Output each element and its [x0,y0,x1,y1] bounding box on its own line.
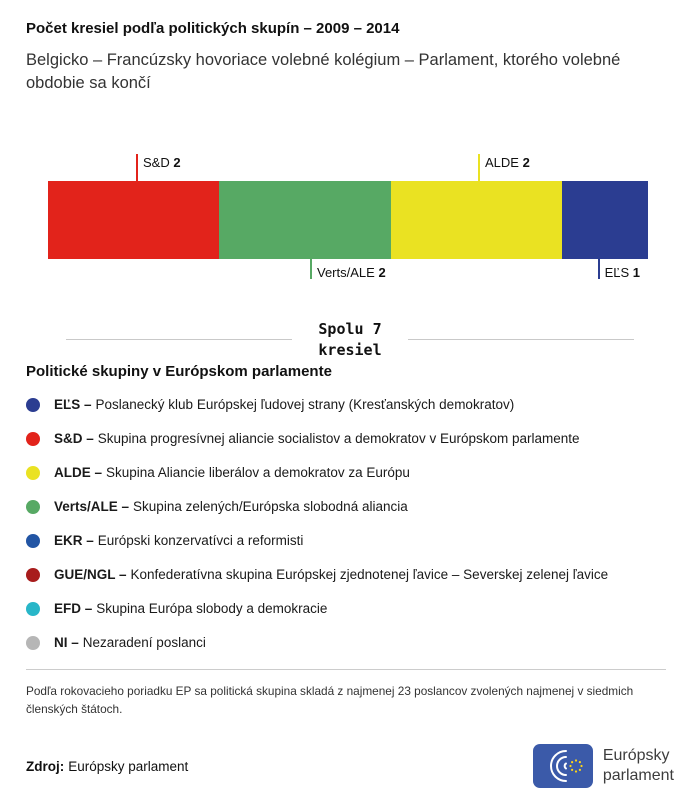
group-abbr: ALDE – [54,464,103,480]
callout-label [485,154,530,170]
total-seats-label [318,319,381,361]
source-label: Zdroj: [26,758,65,774]
legend-item-label [54,567,608,582]
segment-name: EĽS [604,264,630,280]
segment-name: Verts/ALE [317,264,375,280]
divider-line-right [408,339,634,340]
divider-line-left [66,339,292,340]
group-abbr: Verts/ALE – [54,498,130,514]
total-seats-line1: Spolu 7 [318,319,382,338]
group-color-dot [26,568,40,582]
seat-distribution-chart [48,154,648,285]
ep-logo-line1: Európsky [602,747,670,765]
bar-segment-els [562,181,648,259]
segment-value: 2 [378,264,386,280]
source-row [26,744,674,788]
legend-item-sd [26,431,674,448]
group-abbr: EFD – [54,600,93,616]
group-abbr: NI – [54,634,79,650]
legend-item-label [54,635,206,650]
total-seats-line2: kresiel [318,340,382,359]
callout-label [317,259,386,280]
source-value: Európsky parlament [68,758,189,774]
group-desc: Európski konzervatívci a reformisti [97,532,304,548]
callout-alde [478,154,530,181]
footnote: Podľa rokovacieho poriadku EP sa politická skupina skladá z najmenej 23 poslancov zvolených najmenej v siedmich členských štátoch. [26,669,666,719]
legend-item-ekr [26,533,674,550]
callout-label [605,259,640,280]
legend-item-label [54,397,514,412]
group-desc: Konfederatívna skupina Európskej zjednotenej ľavice – Severskej zelenej ľavice [130,566,609,582]
callout-tick [310,259,312,279]
legend-item-label [54,465,410,480]
legend-item-verts-ale [26,499,674,516]
callout-label [143,154,181,170]
group-desc: Skupina Európa slobody a demokracie [96,600,328,616]
group-desc: Skupina Aliancie liberálov a demokratov za Európu [106,464,410,480]
legend-item-ni [26,635,674,652]
bar-segment-sd [48,181,219,259]
group-color-dot [26,500,40,514]
political-groups-legend [26,397,674,652]
segment-value: 2 [173,154,181,170]
segment-name: ALDE [485,154,519,170]
callout-els [598,259,640,285]
group-abbr: EĽS – [54,396,92,412]
ep-hemicycle-icon [533,744,593,788]
group-color-dot [26,466,40,480]
bar-segment-alde [391,181,562,259]
group-desc: Skupina progresívnej aliancie socialistov a demokratov v Európskom parlamente [97,430,580,446]
legend-item-alde [26,465,674,482]
legend-item-els [26,397,674,414]
segment-value: 1 [632,264,640,280]
group-desc: Skupina zelených/Európska slobodná aliancia [133,498,408,514]
ep-logo-text [603,746,674,786]
legend-item-label [54,533,303,548]
legend-item-label [54,431,580,446]
callout-verts-ale [310,259,386,285]
legend-item-label [54,601,327,616]
legend-item-gue-ngl [26,567,674,584]
total-seats-row [66,319,634,361]
group-abbr: S&D – [54,430,94,446]
segment-value: 2 [522,154,530,170]
group-color-dot [26,602,40,616]
segment-name: S&D [143,154,170,170]
bar-segment-verts-ale [219,181,390,259]
ep-logo-line2: parlament [602,767,674,785]
group-abbr: EKR – [54,532,94,548]
group-color-dot [26,432,40,446]
group-color-dot [26,534,40,548]
legend-item-label [54,499,408,514]
callout-sd [136,154,181,181]
page-title: Počet kresiel podľa politických skupín – 2009 – 2014 [26,20,400,37]
group-desc: Nezaradení poslanci [82,634,206,650]
callout-tick [136,154,138,181]
stacked-seat-bar [48,181,648,259]
legend-item-efd [26,601,674,618]
legend-heading: Politické skupiny v Európskom parlamente [26,362,332,380]
source-text [26,759,188,774]
group-color-dot [26,398,40,412]
group-color-dot [26,636,40,650]
european-parliament-logo [533,744,674,788]
group-abbr: GUE/NGL – [54,566,127,582]
page-subtitle: Belgicko – Francúzsky hovoriace volebné kolégium – Parlament, ktorého volebné obdobie sa končí [26,51,621,93]
group-desc: Poslanecký klub Európskej ľudovej strany (Kresťanských demokratov) [95,396,515,412]
callout-tick [598,259,600,279]
callout-tick [478,154,480,181]
